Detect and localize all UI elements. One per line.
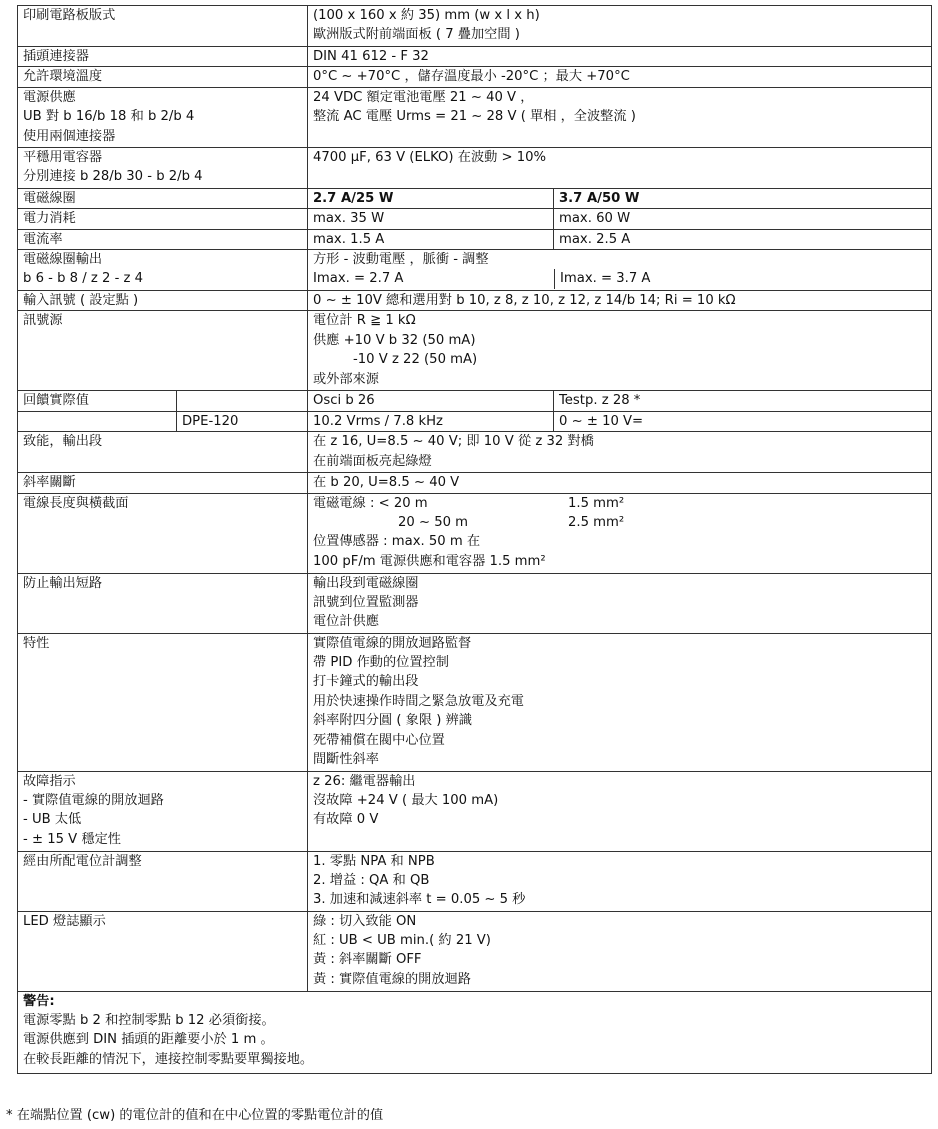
row-current: [18, 229, 932, 249]
value-cable-2b: 2.5 mm²: [568, 515, 625, 531]
value-fault-1: z 26: 繼電器輸出: [313, 773, 416, 789]
value-coil-out-a: Imax. = 2.7 A: [308, 269, 555, 288]
row-power: [18, 87, 932, 147]
value-cable-1b: 1.5 mm²: [568, 495, 625, 511]
value-ramp: 在 b 20, U=8.5 ~ 40 V: [308, 473, 932, 493]
value-consumption-a: max. 35 W: [308, 209, 554, 229]
value-led-3: 黃 : 斜率關斷 OFF: [313, 952, 422, 968]
label-features: 特性: [18, 633, 308, 771]
value-features-3: 打卡鐘式的輸出段: [313, 674, 419, 690]
value-fault-2: 沒故障 +24 V ( 最大 100 mA): [313, 793, 499, 809]
label-pcb: 印刷電路板版式: [18, 6, 308, 47]
value-features-6: 死帶補償在閥中心位置: [313, 732, 445, 748]
row-input: [18, 291, 932, 311]
value-cable-4: 100 pF/m 電源供應和電容器 1.5 mm²: [313, 553, 546, 569]
value-power-1: 24 VDC 額定電池電壓 21 ~ 40 V ，: [313, 89, 534, 105]
value-power-2: 整流 AC 電壓 Urms = 21 ~ 28 V ( 單相 ，全波整流 ): [313, 109, 636, 125]
warning-line-1: 電源零點 b 2 和控制零點 b 12 必須銜接。: [23, 1013, 275, 1029]
value-coil-b: 3.7 A/50 W: [554, 188, 932, 208]
label-power-1: 電源供應: [23, 89, 76, 105]
row-adjust: [18, 851, 932, 911]
value-connector: DIN 41 612 - F 32: [308, 47, 932, 67]
row-features: [18, 633, 932, 771]
value-enable-2: 在前端面板亮起綠燈: [313, 453, 432, 469]
label-fault-4: - ± 15 V 穩定性: [23, 831, 121, 847]
value-adjust-2: 2. 增益 : QA 和 QB: [313, 873, 430, 889]
warning-box: [18, 991, 932, 1073]
row-warning: [18, 991, 932, 1073]
label-cable: 電線長度與橫截面: [18, 493, 308, 573]
value-short-1: 輸出段到電磁線圈: [313, 575, 419, 591]
label-coil-out-2: b 6 - b 8 / z 2 - z 4: [23, 271, 144, 287]
label-ramp: 斜率關斷: [18, 473, 308, 493]
value-fault-3: 有故障 0 V: [313, 812, 379, 828]
label-cap-2: 分別連接 b 28/b 30 - b 2/b 4: [23, 169, 203, 185]
row-cable: [18, 493, 932, 573]
value-short-2: 訊號到位置監測器: [313, 595, 419, 611]
row-short: [18, 573, 932, 633]
row-consumption: [18, 209, 932, 229]
value-pcb-2: 歐洲版式附前端面板 ( 7 疊加空間 ): [313, 27, 520, 43]
row-led: [18, 911, 932, 991]
label-coil: 電磁線圈: [18, 188, 308, 208]
label-feedback: 回饋實際值: [18, 391, 177, 411]
value-led-1: 綠 : 切入致能 ON: [313, 913, 417, 929]
label-consumption: 電力消耗: [18, 209, 308, 229]
value-pcb-1: (100 x 160 x 約 35) mm (w x l x h): [313, 8, 540, 23]
value-current-a: max. 1.5 A: [308, 229, 554, 249]
value-cable-1a: 電磁電線 : < 20 m: [313, 495, 428, 511]
value-temp: 0°C ~ +70°C ，儲存溫度最小 -20°C ；最大 +70°C: [308, 67, 932, 87]
value-led-2: 紅 : UB < UB min.( 約 21 V): [313, 933, 491, 949]
row-feedback-2: [18, 411, 932, 431]
value-adjust-1: 1. 零點 NPA 和 NPB: [313, 853, 435, 869]
footnote: * 在端點位置 (cw) 的電位計的值和在中心位置的零點電位計的值: [6, 1108, 384, 1123]
value-enable-1: 在 z 16, U=8.5 ~ 40 V; 即 10 V 從 z 32 對橋: [313, 434, 594, 450]
warning-line-3: 在較長距離的情況下，連接控制零點要單獨接地。: [23, 1051, 314, 1067]
row-enable: [18, 432, 932, 473]
value-source-3: -10 V z 22 (50 mA): [353, 352, 478, 368]
row-temp: [18, 67, 932, 87]
value-cable-3: 位置傳感器 : max. 50 m 在: [313, 534, 481, 550]
value-features-2: 帶 PID 作動的位置控制: [313, 655, 449, 671]
label-enable: 致能，輸出段: [18, 432, 308, 473]
value-consumption-b: max. 60 W: [554, 209, 932, 229]
value-adjust-3: 3. 加速和減速斜率 t = 0.05 ~ 5 秒: [313, 892, 526, 908]
value-cable-2a: 20 ~ 50 m: [398, 515, 469, 531]
row-coil-out: [18, 250, 932, 291]
value-feedback-b2: 0 ~ ± 10 V=: [554, 411, 932, 431]
value-current-b: max. 2.5 A: [554, 229, 932, 249]
value-coil-a: 2.7 A/25 W: [308, 188, 554, 208]
value-source-1: 電位計 R ≧ 1 kΩ: [313, 313, 416, 329]
label-led: LED 燈誌顯示: [18, 911, 308, 991]
row-ramp: [18, 473, 932, 493]
value-feedback-a2: 10.2 Vrms / 7.8 kHz: [308, 411, 554, 431]
warning-title: 警告:: [23, 993, 55, 1009]
label-coil-out-1: 電磁線圈輸出: [23, 252, 103, 268]
value-short-3: 電位計供應: [313, 614, 379, 630]
label-source: 訊號源: [18, 311, 308, 391]
row-coil: [18, 188, 932, 208]
label-fault-2: - 實際值電線的開放迴路: [23, 793, 164, 809]
label-input: 輸入訊號 ( 設定點 ): [18, 291, 308, 311]
spec-table: [17, 5, 932, 1074]
label-power-2: UB 對 b 16/b 18 和 b 2/b 4: [23, 109, 195, 125]
value-source-4: 或外部來源: [313, 371, 379, 387]
row-cap: [18, 147, 932, 188]
row-pcb: [18, 6, 932, 47]
value-coil-out-1: 方形 - 波動電壓 ，脈衝 - 調整: [313, 252, 489, 268]
label-adjust: 經由所配電位計調整: [18, 851, 308, 911]
label-fault-1: 故障指示: [23, 773, 76, 789]
value-feedback-a1: Osci b 26: [308, 391, 554, 411]
label-short: 防止輸出短路: [18, 573, 308, 633]
label-feedback-model: DPE-120: [177, 411, 308, 431]
value-features-4: 用於快速操作時間之緊急放電及充電: [313, 693, 524, 709]
label-cap-1: 平穩用電容器: [23, 149, 103, 165]
warning-line-2: 電源供應到 DIN 插頭的距離要小於 1 m 。: [23, 1032, 274, 1048]
value-coil-out-b: Imax. = 3.7 A: [560, 271, 651, 287]
row-connector: [18, 47, 932, 67]
value-features-1: 實際值電線的開放迴路監督: [313, 635, 472, 651]
value-input: 0 ~ ± 10V 總和選用對 b 10, z 8, z 10, z 12, z 14/b 14; Ri = 10 kΩ: [308, 291, 932, 311]
label-temp: 允許環境溫度: [18, 67, 308, 87]
value-features-5: 斜率附四分圓 ( 象限 ) 辨識: [313, 713, 472, 729]
label-fault-3: - UB 太低: [23, 812, 82, 828]
value-features-7: 間斷性斜率: [313, 752, 379, 768]
value-feedback-b1: Testp. z 28 *: [554, 391, 932, 411]
row-feedback-1: [18, 391, 932, 411]
label-current: 電流率: [18, 229, 308, 249]
row-fault: [18, 771, 932, 851]
value-cap: 4700 µF, 63 V (ELKO) 在波動 > 10%: [308, 147, 932, 188]
label-connector: 插頭連接器: [18, 47, 308, 67]
value-led-4: 黃 : 實際值電線的開放迴路: [313, 971, 471, 987]
value-source-2: 供應 +10 V b 32 (50 mA): [313, 332, 476, 348]
label-power-3: 使用兩個連接器: [23, 128, 116, 144]
row-source: [18, 311, 932, 391]
